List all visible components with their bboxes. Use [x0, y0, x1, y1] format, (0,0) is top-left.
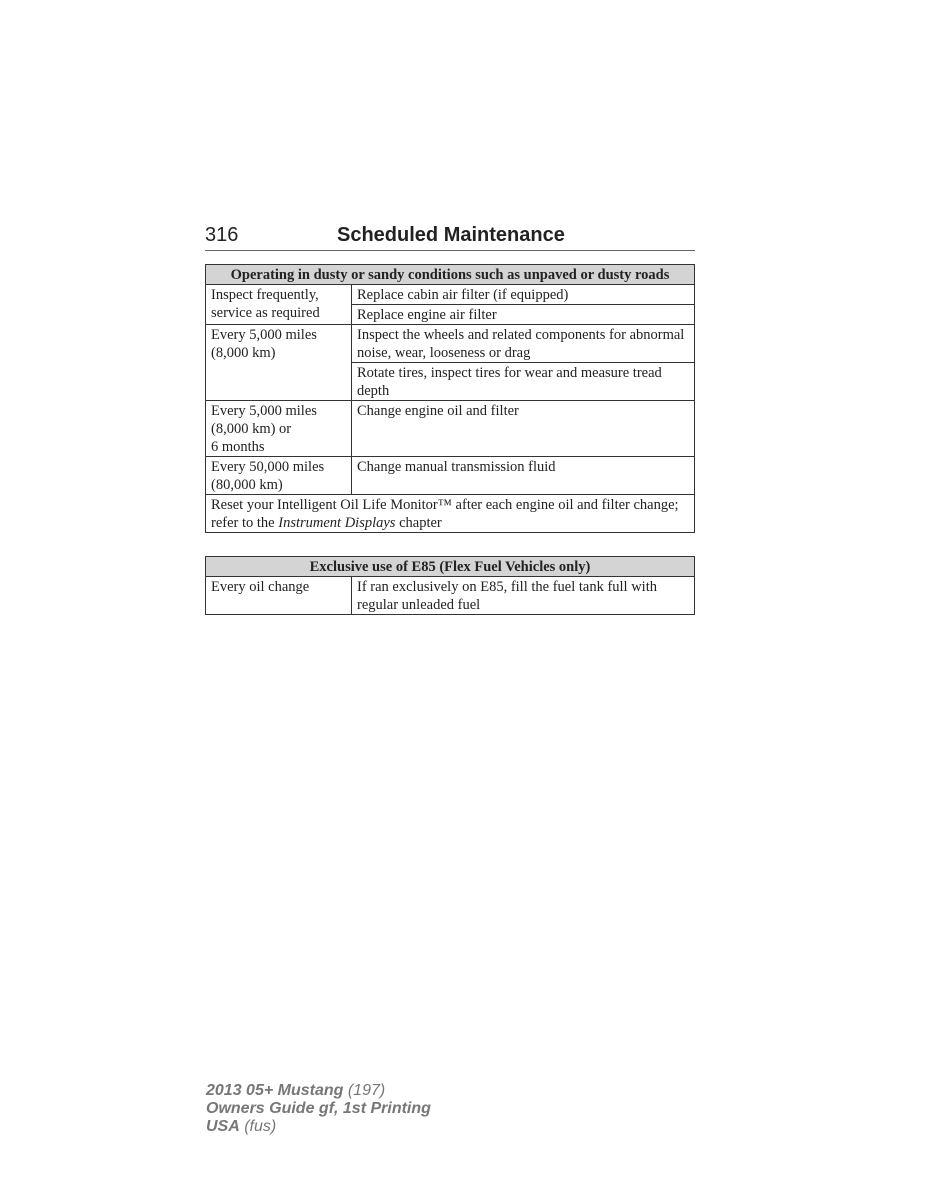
- table-heading-row: [206, 557, 695, 577]
- footer-line-market: [206, 1118, 431, 1136]
- table-row: [206, 577, 695, 615]
- table-row: [206, 285, 695, 305]
- interval-cell: Inspect frequently, service as required: [206, 285, 352, 325]
- note-text-end: chapter: [395, 515, 442, 531]
- task-cell: Replace cabin air filter (if equipped): [352, 285, 695, 305]
- interval-line: Every 5,000 miles: [211, 403, 317, 419]
- interval-line: (8,000 km) or: [211, 421, 292, 437]
- dusty-conditions-table: [205, 264, 695, 533]
- note-chapter-reference: Instrument Displays: [278, 515, 396, 531]
- footer-line-guide: Owners Guide gf, 1st Printing: [206, 1100, 431, 1117]
- table-heading-row: [206, 265, 695, 285]
- task-cell: Inspect the wheels and related components for abnormal noise, wear, looseness or drag: [352, 325, 695, 363]
- page-title: Scheduled Maintenance: [337, 224, 565, 246]
- task-cell: Replace engine air filter: [352, 305, 695, 325]
- page-number: 316: [205, 224, 239, 246]
- task-cell: Change engine oil and filter: [352, 401, 695, 457]
- footer-market-code: (fus): [239, 1118, 277, 1135]
- interval-cell: Every 50,000 miles (80,000 km): [206, 457, 352, 495]
- table-note-row: [206, 495, 695, 533]
- task-cell: Rotate tires, inspect tires for wear and measure tread depth: [352, 363, 695, 401]
- page-header: [205, 222, 695, 251]
- table-row: [206, 325, 695, 363]
- interval-cell: Every 5,000 miles (8,000 km): [206, 325, 352, 401]
- footer-model: 2013 05+ Mustang: [206, 1082, 344, 1099]
- task-cell: If ran exclusively on E85, fill the fuel tank full with regular unleaded fuel: [352, 577, 695, 615]
- note-text: Reset your Intelligent Oil Life Monitor™ after each engine oil and filter change; refer to the: [211, 497, 679, 531]
- footer-line-model: [206, 1082, 431, 1100]
- interval-cell: [206, 401, 352, 457]
- e85-table-heading: Exclusive use of E85 (Flex Fuel Vehicles only): [206, 557, 695, 577]
- table-row: [206, 401, 695, 457]
- print-footer: [206, 1082, 431, 1136]
- table-row: [206, 457, 695, 495]
- e85-table: [205, 556, 695, 615]
- oil-monitor-note: [206, 495, 695, 533]
- dusty-table-heading: Operating in dusty or sandy conditions such as unpaved or dusty roads: [206, 265, 695, 285]
- interval-cell: Every oil change: [206, 577, 352, 615]
- task-cell: Change manual transmission fluid: [352, 457, 695, 495]
- interval-line: 6 months: [211, 439, 265, 455]
- footer-market: USA: [206, 1118, 240, 1135]
- footer-model-code: (197): [343, 1082, 386, 1099]
